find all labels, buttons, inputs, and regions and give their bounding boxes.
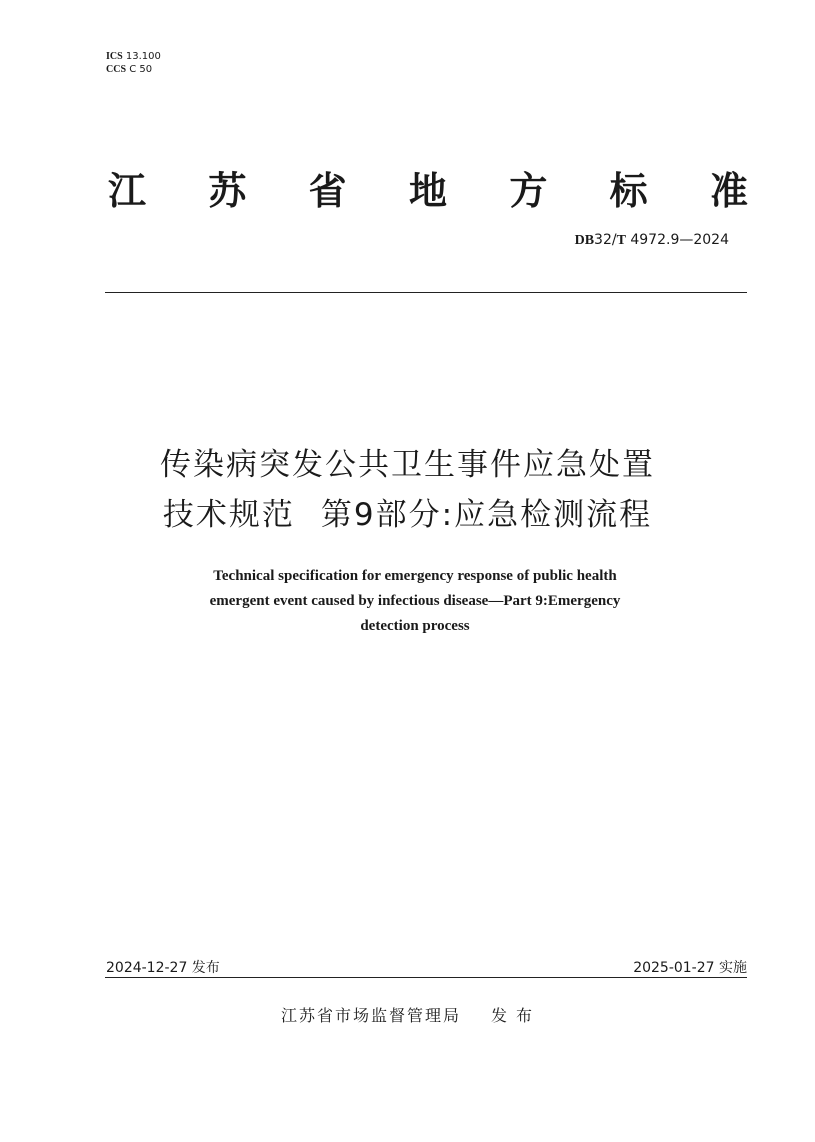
- standard-type-char: 苏: [208, 169, 247, 213]
- standard-type-char: 地: [408, 169, 447, 213]
- standard-type-char: 江: [108, 169, 147, 213]
- ics-code: ICS 13.100: [106, 51, 161, 62]
- standard-number: DB32/T 4972.9—2024: [574, 232, 729, 248]
- standard-type-char: 标: [609, 169, 648, 213]
- title-cn-line-2: 技术规范 第9部分:应急检测流程: [162, 497, 653, 533]
- issuer-name: 江苏省市场监督管理局: [280, 1006, 461, 1025]
- title-chinese: [0, 440, 815, 540]
- title-en-line-2: emergent event caused by infectious disease—Part 9:Emergency: [209, 593, 621, 609]
- bottom-divider: [105, 977, 747, 978]
- publish-date: 2024-12-27 发布: [106, 960, 220, 976]
- standard-type-char: 省: [308, 169, 347, 213]
- top-divider: [105, 292, 747, 293]
- classification-codes: [106, 50, 161, 76]
- issuer-action: 发 布: [490, 1006, 535, 1025]
- title-cn-line-1: 传染病突发公共卫生事件应急处置: [160, 447, 655, 483]
- issuer: [0, 1003, 815, 1026]
- title-en-line-1: Technical specification for emergency response of public health: [213, 568, 617, 584]
- title-english: [100, 564, 730, 639]
- standard-type-heading: [108, 160, 748, 215]
- title-en-line-3: detection process: [360, 618, 470, 634]
- standard-type-char: 准: [709, 169, 748, 213]
- standard-type-char: 方: [509, 169, 548, 213]
- implement-date: 2025-01-27 实施: [633, 960, 747, 976]
- ccs-code: CCS C 50: [106, 64, 153, 75]
